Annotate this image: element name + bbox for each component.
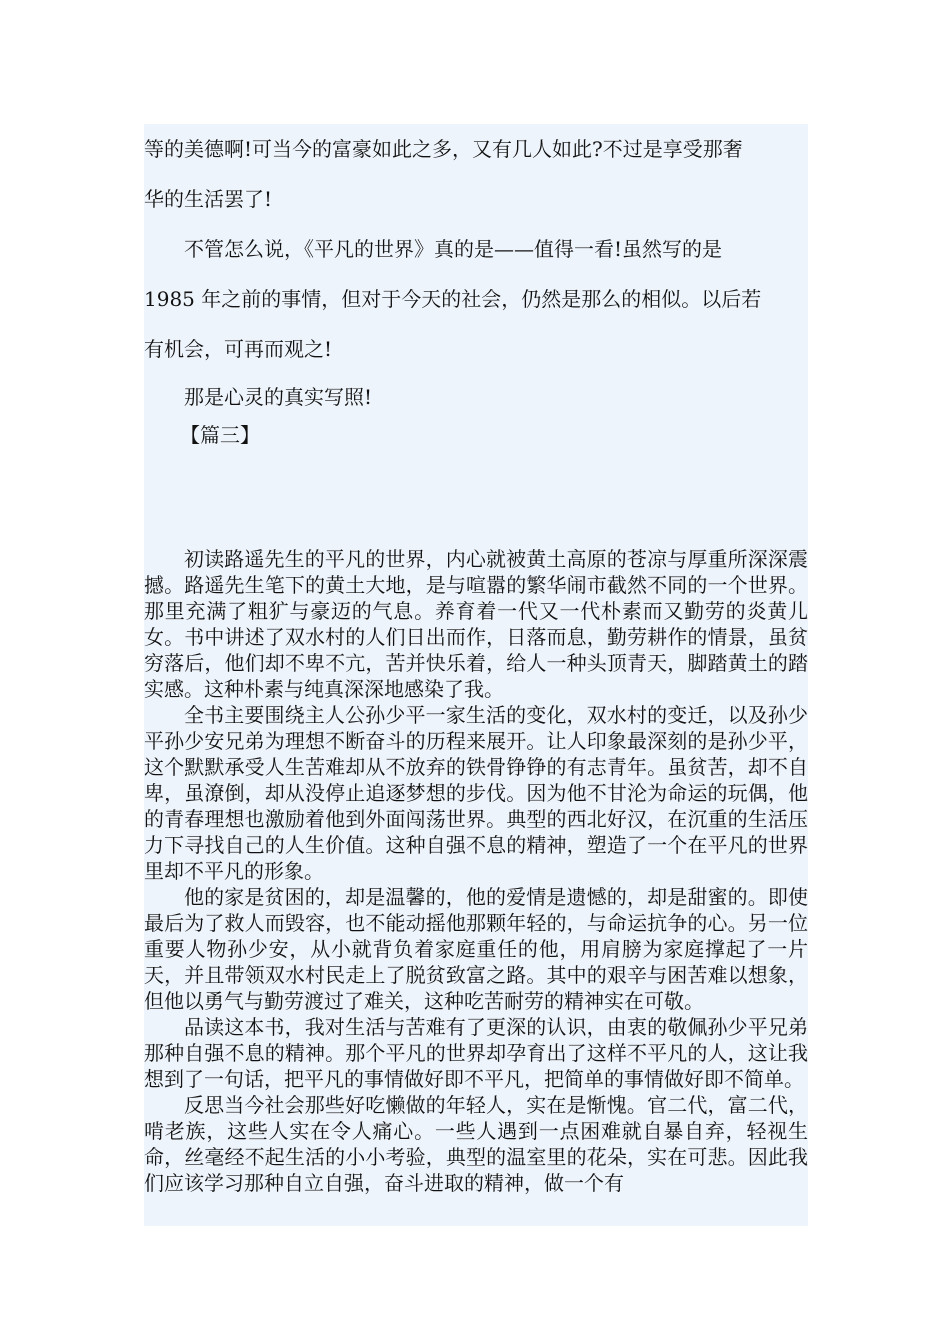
paragraph: 品读这本书，我对生活与苦难有了更深的认识，由衷的敬佩孙少平兄弟那种自强不息的精神。那个平凡的世界却孕育出了这样不平凡的人，这让我想到了一句话，把平凡的事情做好即不平凡，把简单的事情做好即不简单。 <box>144 1015 808 1091</box>
section-heading: 【篇三】 <box>180 423 260 447</box>
paragraph: 他的家是贫困的，却是温馨的，他的爱情是遗憾的，却是甜蜜的。即使最后为了救人而毁容，也不能动摇他那颗年轻的，与命运抗争的心。另一位重要人物孙少安，从小就背负着家庭重任的他，用肩膀为家庭撑起了一片天，并且带领双水村民走上了脱贫致富之路。其中的艰辛与困苦难以想象，但他以勇气与勤劳渡过了难关，这种吃苦耐劳的精神实在可敬。 <box>144 885 808 1013</box>
document-page <box>144 124 808 1226</box>
text-line: 华的生活罢了! <box>144 187 273 211</box>
paragraph: 全书主要围绕主人公孙少平一家生活的变化，双水村的变迁，以及孙少平孙少安兄弟为理想不断奋斗的历程来展开。让人印象最深刻的是孙少平，这个默默承受人生苦难却从不放弃的铁骨铮铮的有志青年。虽贫苦，却不自卑，虽潦倒，却从没停止追逐梦想的步伐。因为他不甘沦为命运的玩偶，他的青春理想也激励着他到外面闯荡世界。典型的西北好汉，在沉重的生活压力下寻找自己的人生价值。这种自强不息的精神，塑造了一个在平凡的世界里却不平凡的形象。 <box>144 703 808 883</box>
paragraph: 初读路遥先生的平凡的世界，内心就被黄土高原的苍凉与厚重所深深震撼。路遥先生笔下的黄土大地，是与喧嚣的繁华闹市截然不同的一个世界。那里充满了粗犷与豪迈的气息。养育着一代又一代朴素而又勤劳的炎黄儿女。书中讲述了双水村的人们日出而作，日落而息，勤劳耕作的情景，虽贫穷落后，他们却不卑不亢，苦并快乐着，给人一种头顶青天，脚踏黄土的踏实感。这种朴素与纯真深深地感染了我。 <box>144 547 808 701</box>
closing-line: 那是心灵的真实写照! <box>184 385 373 409</box>
text-line: 等的美德啊!可当今的富豪如此之多，又有几人如此?不过是享受那奢 <box>144 137 743 161</box>
text-line: 不管怎么说，《平凡的世界》真的是——值得一看!虽然写的是 <box>184 237 723 261</box>
article-body <box>144 546 808 1196</box>
text-line: 有机会，可再而观之! <box>144 337 333 361</box>
paragraph: 反思当今社会那些好吃懒做的年轻人，实在是惭愧。官二代，富二代，啃老族，这些人实在令人痛心。一些人遇到一点困难就自暴自弃，轻视生命，丝毫经不起生活的小小考验，典型的温室里的花朵，实在可悲。因此我们应该学习那种自立自强，奋斗进取的精神，做一个有 <box>144 1093 808 1195</box>
text-line: 1985 年之前的事情，但对于今天的社会，仍然是那么的相似。以后若 <box>144 287 762 311</box>
top-text-block <box>144 124 808 374</box>
